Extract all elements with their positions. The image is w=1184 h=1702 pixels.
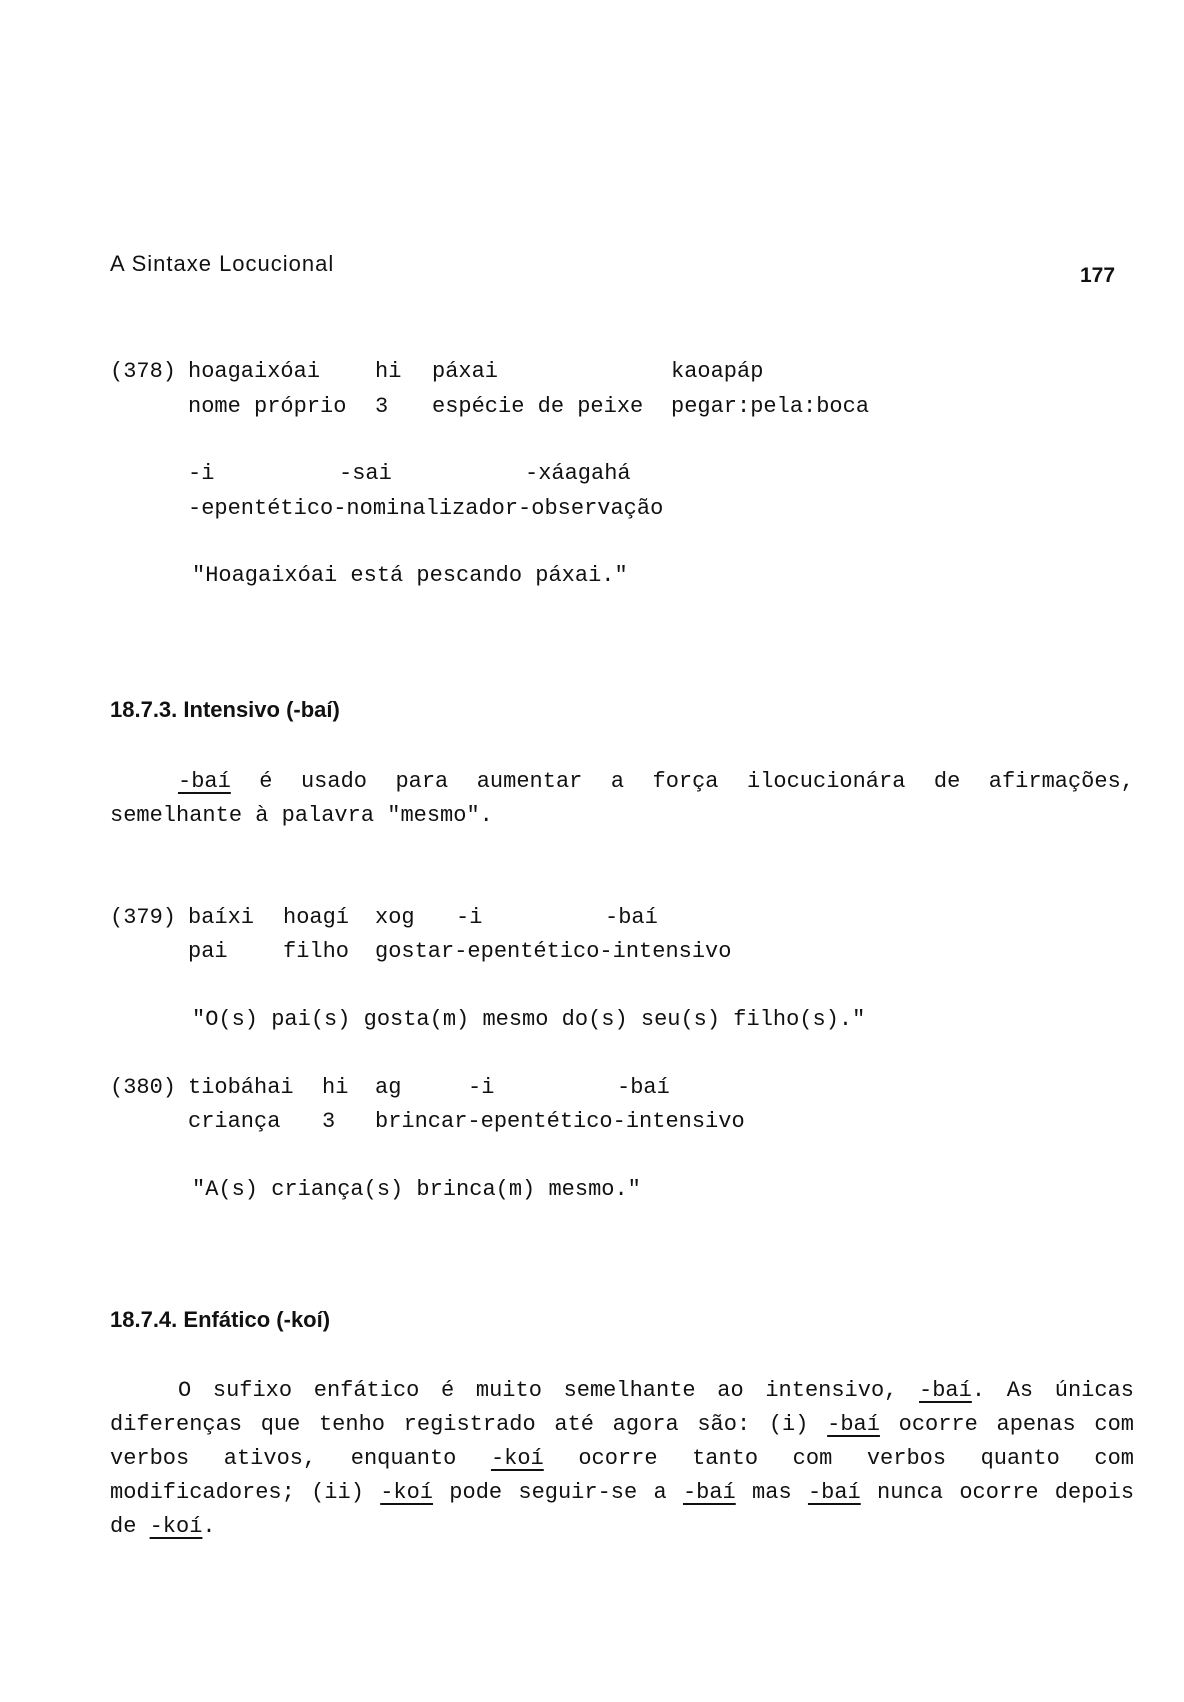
gloss-meaning: -epentético-nominalizador-observação [188,496,664,521]
gloss-meaning: nome próprio [188,394,347,419]
gloss-word: -xáagahá [525,461,631,486]
gloss-word: tiobáhai [188,1075,294,1100]
gloss-word: -i [188,461,215,486]
example-translation: "A(s) criança(s) brinca(m) mesmo." [192,1177,641,1202]
gloss-meaning: pai [188,939,228,964]
gloss-word: -i [456,905,483,930]
paragraph-text: ocorre tanto com verbos quanto com modificadores; (ii) [110,1446,1134,1505]
suffix-term: -koí [149,1514,203,1539]
gloss-word: páxai [432,359,499,384]
suffix-term: -koí [380,1480,434,1505]
example-number-380: (380) [110,1075,177,1100]
paragraph-text: pode seguir-se a [433,1480,683,1505]
paragraph-text: . As únicas diferenças que tenho registrado até agora são: (i) [110,1378,1134,1437]
suffix-term: -baí [919,1378,972,1403]
section-heading: 18.7.3. Intensivo (-baí) [110,697,340,722]
paragraph-text: é usado para aumentar a força ilocucionára de afirmações, semelhante à palavra "mesmo". [110,769,1134,828]
gloss-word: hoagaixóai [188,359,321,384]
suffix-term: -koí [490,1446,544,1471]
gloss-word: -baí [605,905,658,930]
section-heading: 18.7.4. Enfático (-koí) [110,1307,331,1332]
gloss-meaning: brincar-epentético-intensivo [375,1109,745,1134]
paragraph-text: O sufixo enfático é muito semelhante ao intensivo, [178,1378,920,1403]
suffix-term: -baí [807,1480,861,1505]
paragraph-text: . [202,1514,216,1539]
suffix-term: -baí [827,1412,880,1437]
suffix-term: -baí [682,1480,736,1505]
gloss-meaning: 3 [375,394,389,419]
gloss-word: hoagí [283,905,350,930]
paragraph [110,1374,1134,1544]
running-title: A Sintaxe Locucional [110,251,335,276]
page-number: 177 [1080,264,1116,287]
gloss-word: -i [468,1075,495,1100]
gloss-meaning: gostar-epentético-intensivo [375,939,732,964]
paragraph-text: ocorre apenas com verbos ativos, enquanto [110,1412,1135,1471]
gloss-meaning: criança [188,1109,281,1134]
gloss-word: hi [322,1075,349,1100]
gloss-meaning: filho [283,939,350,964]
example-translation: "O(s) pai(s) gosta(m) mesmo do(s) seu(s) filho(s)." [192,1007,866,1032]
gloss-word: baíxi [188,905,255,930]
gloss-word: ag [375,1075,402,1100]
example-translation: "Hoagaixóai está pescando páxai." [192,563,628,588]
gloss-meaning: pegar:pela:boca [671,394,870,419]
paragraph-text: nunca ocorre depois de [110,1480,1135,1539]
gloss-meaning: 3 [322,1109,336,1134]
gloss-meaning: espécie de peixe [432,394,644,419]
paragraph-text: mas [735,1480,808,1505]
example-number-378: (378) [110,359,177,384]
gloss-word: hi [375,359,402,384]
suffix-term: -baí [178,769,231,794]
gloss-word: -sai [339,461,392,486]
example-number-379: (379) [110,905,177,930]
gloss-word: kaoapáp [671,359,764,384]
gloss-word: xog [375,905,415,930]
gloss-word: -baí [617,1075,670,1100]
paragraph [110,765,1134,833]
